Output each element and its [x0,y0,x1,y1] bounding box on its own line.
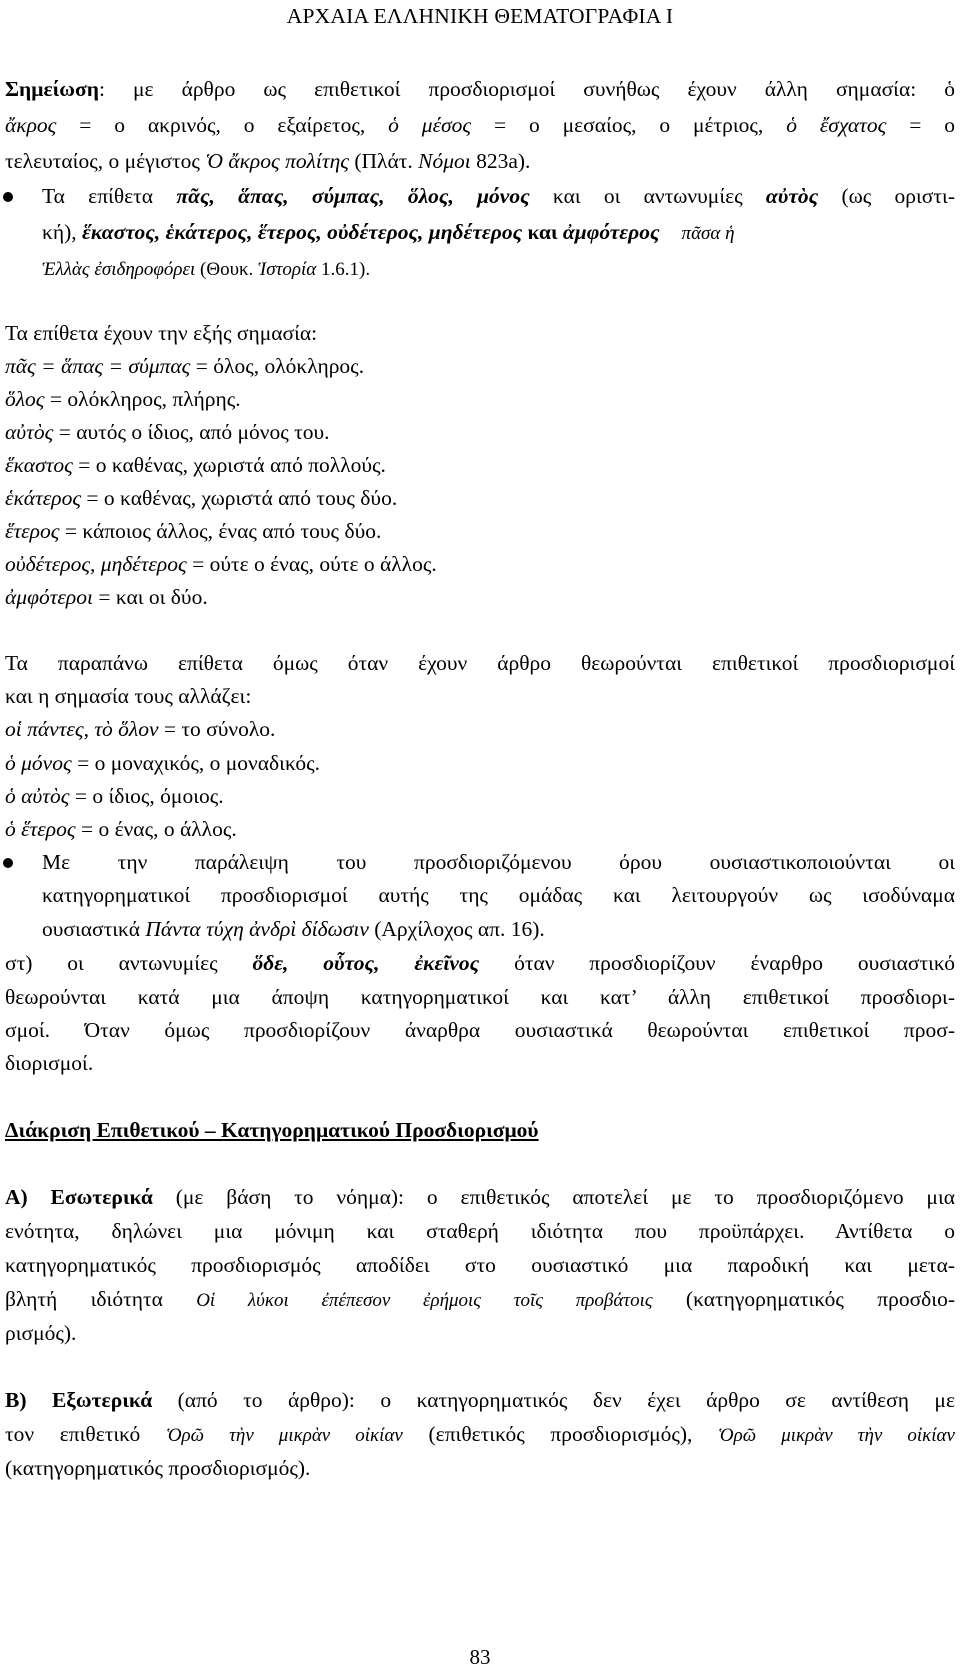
note-line-3: τελευταίος, ο μέγιστος Ὁ ἄκρος πολίτης (Πλάτ. Νόμοι 823a). [5,149,531,173]
bullet1-line-1: Τα επίθετα πᾶς, ἅπας, σύμπας, ὅλος, μόνος και οι αντωνυμίες αὐτὸς (ως οριστι- [42,184,955,208]
internal-line-2: ενότητα, δηλώνει μια μόνιμη και σταθερή ιδιότητα που προϋπάρχει. Αντίθετα ο [5,1219,955,1243]
meaning-item: ἀμφότεροι = και οι δύο. [5,585,208,609]
bullet-dot-icon [3,858,13,868]
meaning-item: οὐδέτερος, μηδέτερος = ούτε ο ένας, ούτε ο άλλος. [5,552,437,576]
internal-line-1: Α) Εσωτερικά (με βάση το νόημα): ο επιθετικός αποτελεί με το προσδιοριζόμενο μια [5,1185,956,1209]
internal-label: Α) Εσωτερικά [5,1185,153,1209]
bullet1-line-2: κή), ἕκαστος, ἑκάτερος, ἕτερος, οὐδέτερος, μηδέτερος και ἀμφότερος πᾶσα ἡ [42,220,735,244]
meanings-intro: Τα επίθετα έχουν την εξής σημασία: [5,321,318,345]
internal-line-4: βλητή ιδιότητα Οἱ λύκοι ἐπέπεσον ἐρήμοις τοῖς προβάτοις (κατηγορηματικός προσδιο- [5,1287,955,1311]
meaning-item: αὐτὸς = αυτός ο ίδιος, από μόνος του. [5,420,330,444]
external-line-1: Β) Εξωτερικά (από το άρθρο): ο κατηγορηματικός δεν έχει άρθρο σε αντίθεση με [5,1388,955,1412]
bullet2-line-3: ουσιαστικά Πάντα τύχη ἀνδρὶ δίδωσιν (Αρχίλοχος απ. 16). [42,917,545,941]
note-label: Σημείωση [5,77,99,101]
bullet2-line-2: κατηγορηματικοί προσδιορισμοί αυτής της ομάδας και λειτουργούν ως ισοδύναμα [42,883,955,907]
internal-line-5: ρισμός). [5,1321,77,1345]
internal-line-3: κατηγορηματικός προσδιορισμός αποδίδει στο ουσιαστικό μια παροδική και μετα- [5,1253,955,1277]
meaning-item: ἕκαστος = ο καθένας, χωριστά από πολλούς. [5,453,386,477]
meaning-item: πᾶς = ἅπας = σύμπας = όλος, ολόκληρος. [5,354,365,378]
meaning-item: ἑκάτερος = ο καθένας, χωριστά από τους δύο. [5,486,398,510]
articled-item: ὁ αὐτὸς = ο ίδιος, όμοιος. [5,784,224,808]
articled-item: ὁ μόνος = ο μοναχικός, ο μοναδικός. [5,751,320,775]
page-number: 83 [469,1645,491,1669]
external-line-3: (κατηγορηματικός προσδιορισμός). [5,1456,311,1480]
bullet2-line-1: Με την παράλειψη του προσδιοριζόμενου όρου ουσιαστικοποιούνται οι [42,850,955,874]
meaning-item: ἕτερος = κάποιος άλλος, ένας από τους δύο. [5,519,382,543]
articled-item: ὁ ἕτερος = ο ένας, ο άλλος. [5,817,237,841]
external-label: Β) Εξωτερικά [5,1388,153,1412]
st-line-3: σμοί. Όταν όμως προσδιορίζουν άναρθρα ουσιαστικά θεωρούνται επιθετικοί προσ- [5,1018,955,1042]
st-line-4: διορισμοί. [5,1051,94,1075]
section-heading: Διάκριση Επιθετικού – Κατηγορηματικού Προσδιορισμού [5,1118,539,1142]
bullet-dot-icon [3,192,13,202]
articled-line-1: Τα παραπάνω επίθετα όμως όταν έχουν άρθρο θεωρούνται επιθετικοί προσδιορισμοί [5,651,955,675]
page-header-title: ΑΡΧΑΙΑ ΕΛΛΗΝΙΚΗ ΘΕΜΑΤΟΓΡΑΦΙΑ Ι [286,4,674,28]
meaning-item: ὅλος = ολόκληρος, πλήρης. [5,387,241,411]
st-line-2: θεωρούνται κατά μια άποψη κατηγορηματικοί και κατ’ άλλη επιθετικοί προσδιορι- [5,985,955,1009]
articled-item: οἱ πάντες, τὸ ὅλον = το σύνολο. [5,717,276,741]
st-line-1: στ) οι αντωνυμίες ὅδε, οὗτος, ἐκεῖνος όταν προσδιορίζουν έναρθρο ουσιαστικό [5,951,956,975]
external-line-2: τον επιθετικό Ὁρῶ τὴν μικρὰν οἰκίαν (επιθετικός προσδιορισμός), Ὁρῶ μικρὰν τὴν οἰκίαν [5,1422,955,1446]
note-line-2: ἄκρος = ο ακρινός, ο εξαίρετος, ὁ μέσος = ο μεσαίος, ο μέτριος, ὁ ἔσχατος = ο [5,113,955,137]
articled-line-2: και η σημασία τους αλλάζει: [5,684,252,708]
note-line-1: Σημείωση: με άρθρο ως επιθετικοί προσδιορισμοί συνήθως έχουν άλλη σημασία: ὁ [5,77,955,101]
bullet1-line-3: Ἑλλὰς ἐσιδηροφόρει (Θουκ. Ἱστορία 1.6.1). [42,259,371,280]
